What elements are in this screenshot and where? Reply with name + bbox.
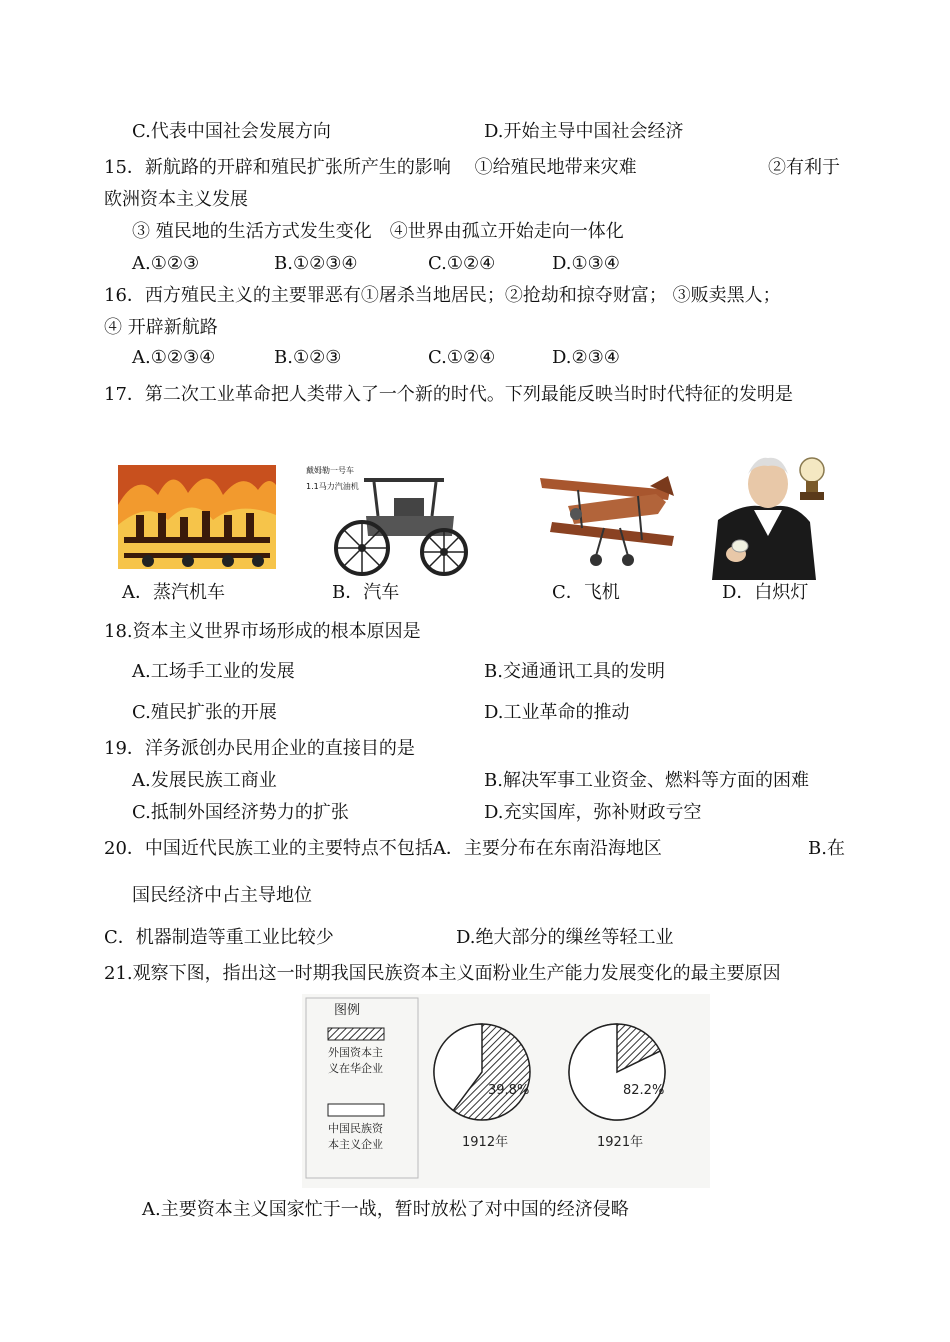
q15-stem-line3: ③ 殖民地的生活方式发生变化 ④世界由孤立开始走向一体化: [132, 221, 624, 242]
q16-stem: 16．西方殖民主义的主要罪恶有①屠杀当地居民；②抢劫和掠夺财富； ③贩卖黑人；: [104, 285, 781, 306]
q19-stem: 19．洋务派创办民用企业的直接目的是: [104, 738, 415, 759]
legend-label-foreign-line1: 外国资本主: [328, 1046, 383, 1059]
q15-option-b: B.①②③④: [274, 253, 358, 274]
q18-option-d: D.工业革命的推动: [484, 702, 630, 723]
q18-option-c: C.殖民扩张的开展: [132, 702, 277, 723]
q15-stem: 15．新航路的开辟和殖民扩张所产生的影响 ①给殖民地带来灾难: [104, 157, 637, 178]
q16-option-a: A.①②③④: [132, 347, 216, 368]
legend-swatch-foreign: [328, 1028, 384, 1040]
legend-box: [306, 998, 418, 1178]
q17-option-d: D．白炽灯: [722, 582, 809, 603]
q14-option-d: D.开始主导中国社会经济: [484, 121, 684, 142]
q18-option-a: A.工场手工业的发展: [132, 661, 295, 682]
q14-option-c: C.代表中国社会发展方向: [132, 121, 331, 142]
q15-option-d: D.①③④: [552, 253, 620, 274]
pie-year-label-1: 1921年: [597, 1135, 644, 1150]
q20-stem-cont: B.在: [808, 838, 845, 859]
legend-label-domestic-line1: 中国民族资: [328, 1122, 383, 1135]
pie-chart: [302, 994, 710, 1188]
pie-percent-label-1: 82.2%: [623, 1083, 665, 1098]
legend-title: 图例: [334, 1003, 361, 1018]
q20-stem-line2: 国民经济中占主导地位: [132, 885, 312, 906]
steam-locomotive-image: [118, 465, 276, 569]
pie-percent-label-0: 39.8%: [488, 1083, 530, 1098]
q20-stem: 20．中国近代民族工业的主要特点不包括A．主要分布在东南沿海地区: [104, 838, 662, 859]
q17-option-c: C．飞机: [552, 582, 620, 603]
legend-swatch-domestic: [328, 1104, 384, 1116]
legend-label-domestic-line2: 本主义企业: [328, 1138, 383, 1151]
q17-stem: 17．第二次工业革命把人类带入了一个新的时代。下列最能反映当时时代特征的发明是: [104, 384, 793, 405]
q18-stem: 18.资本主义世界市场形成的根本原因是: [104, 621, 421, 642]
q19-option-a: A.发展民族工商业: [132, 770, 277, 791]
edison-lightbulb-image: [706, 450, 830, 580]
airplane-image: [538, 462, 680, 574]
q16-option-c: C.①②④: [428, 347, 496, 368]
q19-option-d: D.充实国库，弥补财政亏空: [484, 802, 702, 823]
pie-chart-figure: [302, 994, 710, 1188]
q20-option-d: D.绝大部分的缫丝等轻工业: [456, 927, 674, 948]
q16-stem-line2: ④ 开辟新航路: [104, 317, 218, 338]
q21-stem: 21.观察下图，指出这一时期我国民族资本主义面粉业生产能力发展变化的最主要原因: [104, 963, 781, 984]
q17-option-b: B．汽车: [332, 582, 400, 603]
car-caption-line1: 戴姆勒一号车: [306, 466, 354, 475]
q20-option-c: C．机器制造等重工业比较少: [104, 927, 334, 948]
q19-option-b: B.解决军事工业资金、燃料等方面的困难: [484, 770, 809, 791]
pie-year-label-0: 1912年: [462, 1135, 509, 1150]
q16-option-b: B.①②③: [274, 347, 342, 368]
q15-option-a: A.①②③: [132, 253, 200, 274]
q16-option-d: D.②③④: [552, 347, 620, 368]
q15-option-c: C.①②④: [428, 253, 496, 274]
legend-label-foreign-line2: 义在华企业: [328, 1062, 383, 1075]
q15-stem-line2: 欧洲资本主义发展: [104, 189, 248, 210]
automobile-image: [304, 458, 474, 578]
q21-option-a: A.主要资本主义国家忙于一战，暂时放松了对中国的经济侵略: [142, 1199, 629, 1220]
q18-option-b: B.交通通讯工具的发明: [484, 661, 665, 682]
q15-stem-cont: ②有利于: [768, 157, 840, 178]
car-caption-line2: 1.1马力汽油机: [306, 482, 359, 491]
q17-option-a: A．蒸汽机车: [122, 582, 225, 603]
q19-option-c: C.抵制外国经济势力的扩张: [132, 802, 349, 823]
